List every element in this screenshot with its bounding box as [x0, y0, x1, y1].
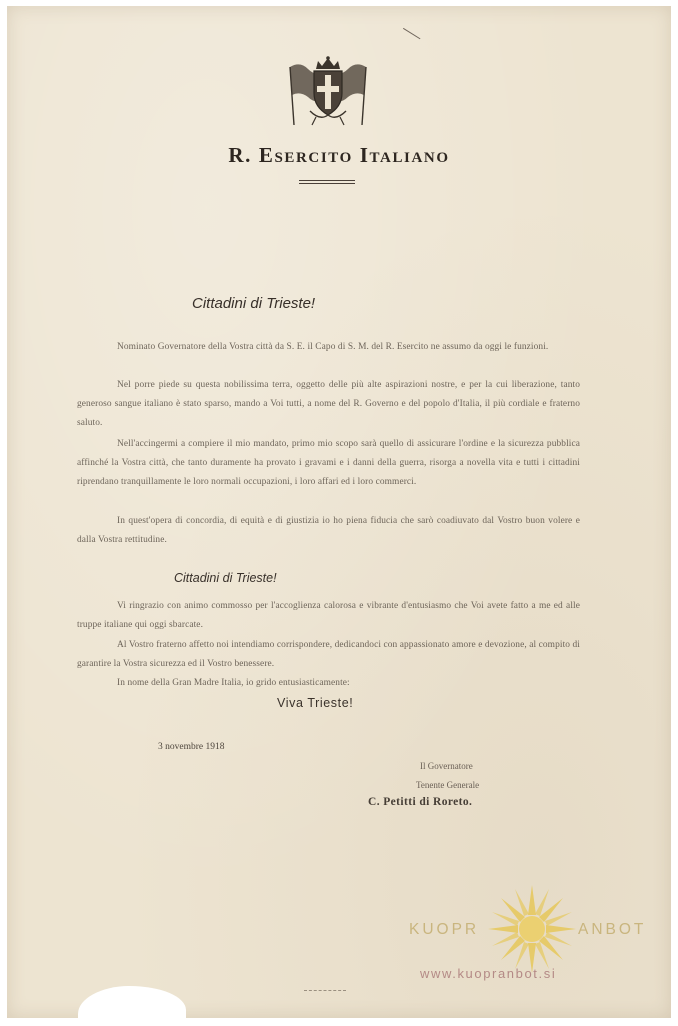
- greeting-heading-2: Cittadini di Trieste!: [174, 571, 277, 585]
- signatory-name: C. Petitti di Roreto.: [368, 796, 473, 808]
- paragraph-6: Al Vostro fraterno affetto noi intendiamo corrispondere, dedicandoci con appassionato amore e devozione, al compito di garantire la Vostra sicurezza ed il Vostro benessere.: [77, 640, 580, 670]
- poster-title: R. Esercito Italiano: [228, 143, 450, 167]
- sun-logo-icon: [487, 884, 577, 974]
- watermark-right-text: ANBOT: [578, 921, 647, 938]
- document-date: 3 novembre 1918: [158, 742, 225, 752]
- closing-cry: Viva Trieste!: [277, 696, 354, 710]
- printer-mark: [304, 990, 346, 993]
- paragraph-1: Nominato Governatore della Vostra città da S. E. il Capo di S. M. del R. Esercito ne assumo da oggi le funzioni.: [117, 342, 549, 352]
- paragraph-4: In quest'opera di concordia, di equità e di giustizia io ho piena fiducia che sarò coadiuvato dal Vostro buon volere e dalla Vostra rettitudine.: [77, 516, 580, 546]
- title-rule: [299, 180, 355, 184]
- paragraph-3: Nell'accingermi a compiere il mio mandato, primo mio scopo sarà quello di assicurare l'ordine e la sicurezza pubblica affinché la Vostra città, che tanto duramente ha provato i gravami e i danni della guerra, risorga a novella vita e tutti i cittadini riprendano tranquillamente le loro normali occupazioni, i loro affari ed i loro commerci.: [77, 439, 580, 488]
- watermark-url: www.kuopranbot.si: [420, 966, 557, 981]
- watermark-left-text: KUOPR: [409, 921, 480, 938]
- paragraph-5: Vi ringrazio con animo commosso per l'accoglienza calorosa e vibrante d'entusiasmo che Voi avete fatto a me ed alle truppe italiane qui oggi sbarcate.: [77, 601, 580, 631]
- savoy-crest-icon: [286, 55, 370, 129]
- signatory-role: Il Governatore: [420, 761, 473, 771]
- paragraph-7: In nome della Gran Madre Italia, io grido entusiasticamente:: [117, 678, 350, 688]
- greeting-heading-1: Cittadini di Trieste!: [192, 295, 316, 312]
- paragraph-2: Nel porre piede su questa nobilissima terra, oggetto delle più alte aspirazioni nostre, e per la cui liberazione, tanto generoso sangue italiano è stato sparso, mando a Voi tutti, a nome del R. Governo e del popolo d'Italia, il più cordiale e fraterno saluto.: [77, 380, 580, 429]
- signatory-rank: Tenente Generale: [416, 780, 480, 790]
